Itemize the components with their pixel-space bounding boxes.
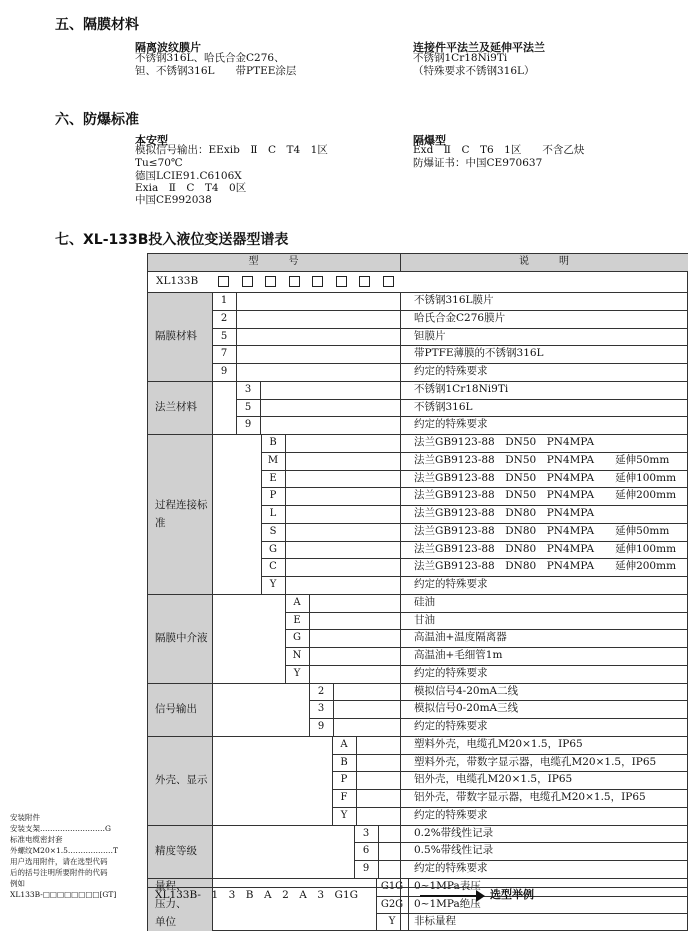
s5-right-heading: 连接件平法兰及延伸平法兰: [413, 41, 545, 54]
option-description: 0.2%带线性记录: [414, 826, 494, 839]
example-arrow-icon: [476, 890, 485, 902]
option-description: 不锈钢316L膜片: [414, 294, 494, 306]
option-description: 高温油+毛细管1m: [414, 649, 503, 661]
option-description: 钽膜片: [414, 329, 446, 342]
example-arrow-line: [420, 895, 476, 897]
option-code: Y: [388, 916, 396, 928]
connector-cell: [285, 434, 400, 452]
side-note-line: XL133B-□□□□□□□□[GT]: [10, 890, 117, 899]
option-description: 甘油: [414, 613, 435, 626]
model-code-box: [218, 276, 229, 287]
connector-cell: [378, 842, 400, 860]
side-note-line: 安装支架‥‥‥‥‥‥‥‥‥‥‥‥‥G: [10, 824, 112, 833]
option-code: N: [292, 650, 302, 661]
option-description: 法兰GB9123-88 DN50 PN4MPA 延伸200mm: [414, 489, 677, 502]
model-code: XL133B: [156, 275, 199, 287]
group-label: 隔膜材料: [155, 330, 197, 342]
option-code: Y: [269, 579, 277, 590]
option-description: 约定的特殊要求: [414, 365, 488, 377]
s5-left-line: 不锈钢316L、哈氏合金C276、: [135, 52, 285, 64]
connector-cell: [285, 452, 400, 470]
option-code: P: [269, 490, 277, 502]
connector-cell: [260, 381, 400, 399]
option-code: Y: [293, 667, 301, 679]
option-description: 法兰GB9123-88 DN50 PN4MPA 延伸100mm: [414, 471, 677, 484]
section-6-title: 六、防爆标准: [55, 112, 139, 128]
connector-cell: [356, 736, 400, 754]
group-label: 信号输出: [155, 702, 197, 715]
option-code: E: [293, 614, 301, 626]
section-5-title: 五、隔膜材料: [55, 17, 139, 33]
group-blank-cell: [212, 381, 236, 434]
model-code-box: [359, 276, 370, 287]
option-code: C: [269, 561, 277, 573]
option-code: 2: [220, 312, 228, 324]
s6-right-line: 防爆证书：中国CE970637: [413, 157, 543, 169]
option-code: 5: [244, 401, 252, 413]
connector-cell: [236, 292, 400, 310]
option-code: E: [269, 472, 277, 484]
connector-cell: [309, 647, 400, 665]
connector-cell: [236, 328, 400, 346]
connector-cell: [285, 576, 400, 594]
option-code: G2G: [380, 898, 404, 910]
option-description: 塑料外壳，带数字显示器，电缆孔M20×1.5，IP65: [414, 755, 657, 768]
option-description: 约定的特殊要求: [414, 666, 488, 679]
group-blank-cell: [212, 434, 261, 594]
option-code: 9: [220, 366, 228, 377]
option-description: 约定的特殊要求: [414, 578, 488, 590]
connector-cell: [356, 754, 400, 772]
side-note-line: 用户选用附件，请在选型代码: [10, 857, 108, 866]
group-label: 外壳、显示: [155, 773, 208, 786]
connector-cell: [309, 612, 400, 630]
option-code: A: [293, 596, 301, 608]
connector-cell: [333, 718, 400, 736]
option-code: A: [340, 738, 348, 750]
s5-right-line: 不锈钢1Cr18Ni9Ti: [413, 52, 508, 64]
option-description: 法兰GB9123-88 DN50 PN4MPA: [414, 436, 595, 448]
option-code: L: [269, 508, 277, 519]
group-label: 精度等级: [155, 844, 197, 857]
option-description: 不锈钢316L: [414, 400, 473, 413]
group-blank-cell: [212, 825, 354, 878]
section-7-title: 七、XL-133B投入液位变送器型谱表: [55, 232, 289, 248]
option-code: 6: [362, 845, 370, 857]
option-code: 1: [220, 295, 228, 306]
option-code: S: [269, 525, 277, 537]
connector-cell: [309, 594, 400, 612]
side-note: [10, 812, 118, 900]
connector-cell: [260, 399, 400, 417]
group-blank-cell: [212, 594, 285, 683]
connector-cell: [236, 310, 400, 328]
s6-left-line: 德国LCIE91.C6106X: [135, 170, 242, 182]
connector-cell: [260, 416, 400, 434]
connector-cell: [356, 789, 400, 807]
option-code: P: [340, 774, 348, 786]
group-label: 隔膜中介液: [155, 631, 208, 644]
option-description: 模拟信号0-20mA三线: [414, 702, 519, 715]
group-blank-cell: [212, 683, 309, 736]
model-code-box: [242, 276, 253, 287]
connector-cell: [285, 558, 400, 576]
option-code: 9: [317, 721, 325, 732]
option-description: 法兰GB9123-88 DN80 PN4MPA 延伸200mm: [414, 560, 677, 573]
s5-left-line: 钽、不锈钢316L 带PTEE涂层: [135, 65, 297, 77]
option-description: 法兰GB9123-88 DN80 PN4MPA 延伸100mm: [414, 542, 677, 555]
side-note-line: 外螺纹M20×1.5‥‥‥‥‥‥‥‥‥T: [10, 846, 118, 855]
option-description: 约定的特殊要求: [414, 808, 488, 821]
option-description: 0~1MPa表压: [414, 879, 481, 892]
option-code: 9: [244, 419, 252, 431]
s6-left-heading: 本安型: [135, 134, 168, 147]
s5-right-line: （特殊要求不锈钢316L）: [413, 65, 535, 77]
model-code-box: [312, 276, 323, 287]
option-description: 哈氏合金C276膜片: [414, 311, 506, 324]
group-label: 过程连接标准: [155, 498, 208, 529]
connector-cell: [378, 825, 400, 843]
option-description: 硅油: [414, 595, 435, 608]
side-note-line: 后的括号注明所要附件的代码: [10, 868, 108, 877]
option-code: G1G: [380, 880, 404, 892]
option-code: 3: [244, 383, 252, 395]
option-description: 铝外壳，电缆孔M20×1.5，IP65: [414, 773, 573, 786]
side-note-line: 例如: [10, 879, 25, 888]
example-label: 选型举例: [490, 888, 534, 901]
s6-left-line: Tu≤70℃: [135, 157, 183, 169]
header-desc-label: 说 明: [519, 256, 569, 267]
example-code: XL133B- 1 3 B A 2 A 3 G1G: [155, 889, 359, 901]
option-description: 不锈钢1Cr18Ni9Ti: [414, 382, 509, 395]
connector-cell: [309, 629, 400, 647]
option-description: 铝外壳，带数字显示器，电缆孔M20×1.5，IP65: [414, 791, 646, 803]
group-blank-cell: [212, 736, 332, 825]
model-code-box: [336, 276, 347, 287]
s6-right-heading: 隔爆型: [413, 134, 446, 147]
model-code-box: [289, 276, 300, 287]
connector-cell: [378, 860, 400, 878]
option-description: 高温油+温度隔离器: [414, 631, 507, 644]
connector-cell: [285, 487, 400, 505]
option-description: 约定的特殊要求: [414, 720, 488, 732]
connector-cell: [309, 665, 400, 683]
option-code: G: [269, 543, 277, 555]
connector-cell: [236, 345, 400, 363]
option-code: 9: [362, 863, 370, 874]
option-code: 2: [317, 685, 325, 697]
connector-cell: [285, 523, 400, 541]
option-code: 7: [220, 348, 228, 360]
side-note-line: 安装附件: [10, 813, 40, 822]
option-description: 模拟信号4-20mA二线: [414, 684, 519, 697]
group-label: 法兰材料: [155, 400, 197, 413]
s6-left-line: 模拟信号输出：EExib Ⅱ C T4 1区: [135, 144, 328, 156]
option-description: 0~1MPa绝压: [414, 897, 481, 910]
option-description: 塑料外壳，电缆孔M20×1.5，IP65: [414, 737, 583, 750]
option-description: 0.5%带线性记录: [414, 844, 494, 857]
header-model-label: 型 号: [248, 256, 299, 267]
group-label: 量程、压力、单位: [155, 880, 187, 929]
option-description: 法兰GB9123-88 DN80 PN4MPA 延伸50mm: [414, 524, 670, 537]
connector-cell: [285, 470, 400, 488]
model-code-box: [265, 276, 276, 287]
option-code: B: [340, 756, 348, 768]
connector-cell: [236, 363, 400, 381]
option-description: 约定的特殊要求: [414, 418, 488, 431]
connector-cell: [356, 807, 400, 825]
option-description: 约定的特殊要求: [414, 862, 488, 874]
s6-right-line: Exd Ⅱ C T6 1区 不含乙炔: [413, 144, 585, 156]
option-description: 法兰GB9123-88 DN80 PN4MPA: [414, 507, 595, 519]
connector-cell: [285, 541, 400, 559]
option-code: M: [267, 454, 279, 466]
connector-cell: [333, 683, 400, 701]
option-code: 5: [220, 330, 228, 342]
option-description: 带PTFE薄膜的不锈钢316L: [414, 347, 544, 360]
connector-cell: [285, 505, 400, 523]
s6-left-line: 中国CE992038: [135, 194, 212, 206]
option-code: F: [340, 792, 348, 803]
group-blank-cell: [212, 878, 376, 931]
option-code: Y: [340, 809, 348, 821]
side-note-line: 标准电缆密封套: [10, 835, 63, 844]
connector-cell: [356, 771, 400, 789]
connector-cell: [333, 700, 400, 718]
option-code: B: [269, 437, 277, 448]
option-code: G: [293, 632, 301, 644]
option-description: 法兰GB9123-88 DN50 PN4MPA 延伸50mm: [414, 453, 670, 466]
s5-left-heading: 隔离波纹膜片: [135, 41, 201, 54]
option-code: 3: [362, 827, 370, 839]
model-code-box: [383, 276, 394, 287]
option-code: 3: [317, 703, 325, 715]
option-description: 非标量程: [414, 915, 456, 928]
s6-left-line: Exia Ⅱ C T4 0区: [135, 182, 247, 194]
